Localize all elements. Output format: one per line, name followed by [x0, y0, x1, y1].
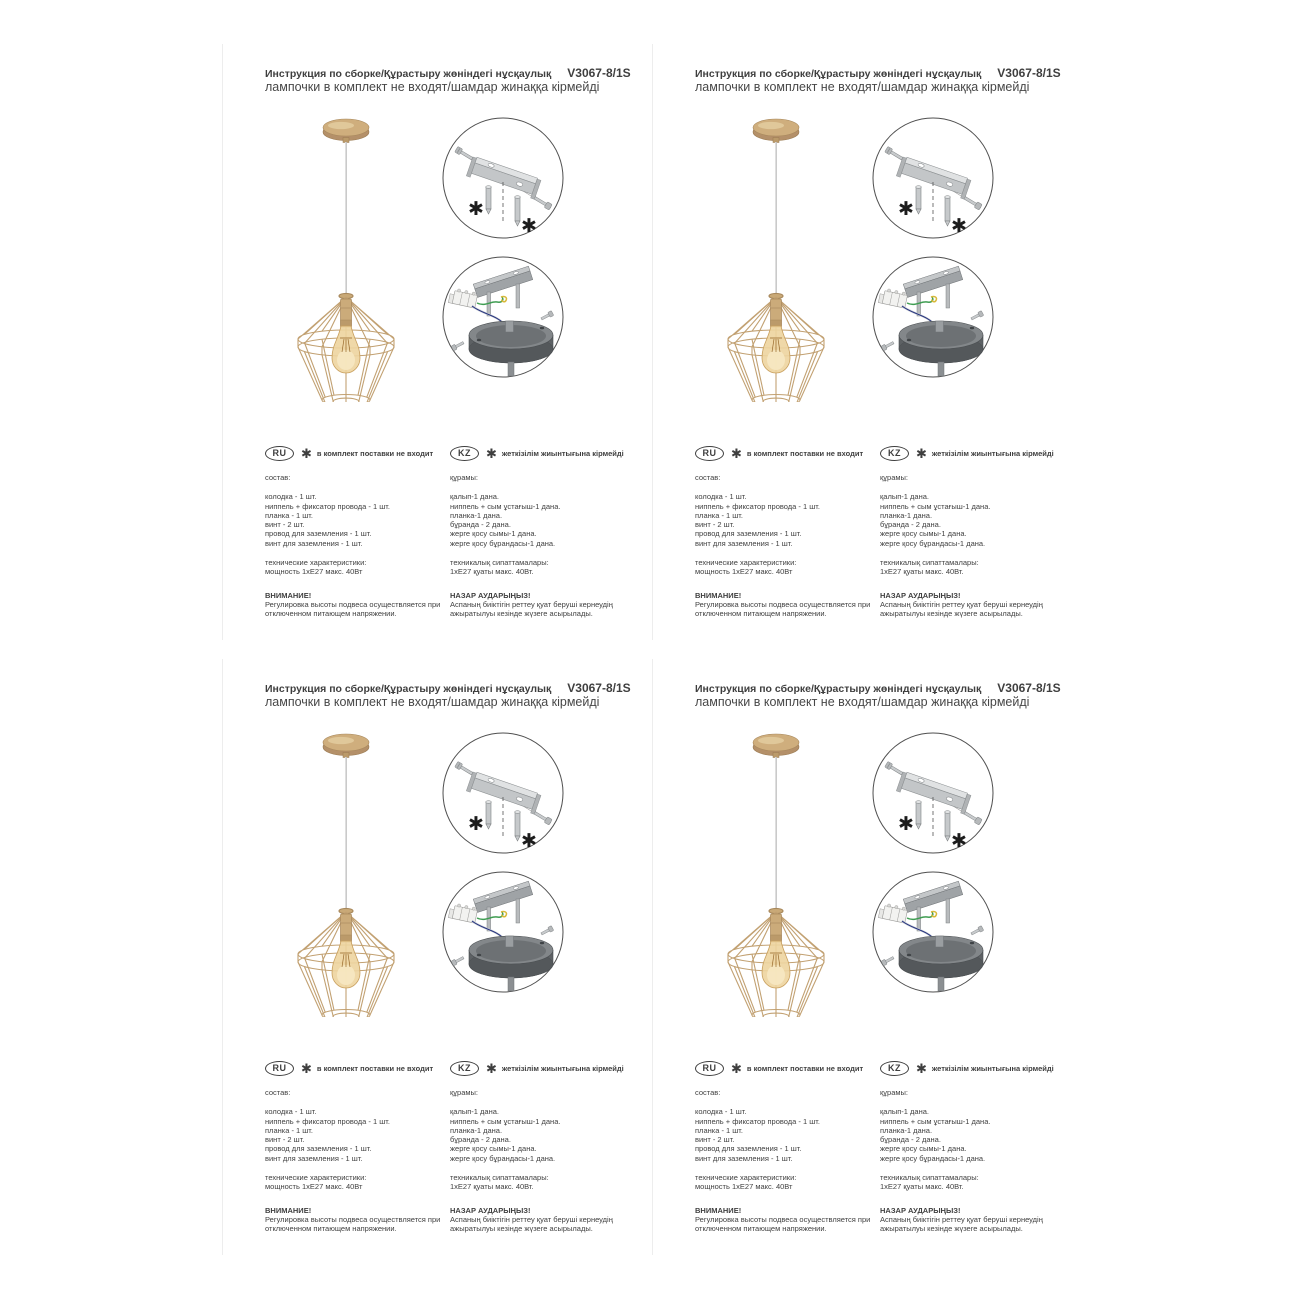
edison-bulb	[332, 941, 360, 988]
ru-list-heading: состав:	[265, 473, 291, 482]
list-item: винт для заземления - 1 шт.	[265, 1153, 363, 1163]
list-item: бұранда - 2 дана.	[880, 520, 941, 530]
kz-section	[450, 446, 646, 619]
kz-list-heading: құрамы:	[880, 1088, 909, 1097]
list-item: планка - 1 шт.	[695, 1125, 743, 1135]
mounting-bracket-detail-diagram	[871, 731, 995, 855]
list-item: бұранда - 2 дана.	[450, 1135, 511, 1145]
ru-section	[695, 446, 877, 619]
asterisk-icon: ✱	[486, 446, 497, 461]
panel-subtitle: лампочки в комплект не входят/шамдар жинаққа кірмейді	[265, 80, 600, 94]
ru-badge-row	[695, 1061, 877, 1076]
kz-section	[880, 1061, 1076, 1234]
warning-heading: ВНИМАНИЕ!	[265, 1205, 312, 1215]
kz-badge-row	[450, 446, 646, 461]
asterisk-icon: ✱	[468, 199, 484, 220]
kz-tech-specs	[450, 558, 646, 577]
ru-language-badge: RU	[265, 1061, 294, 1076]
warning-heading: ВНИМАНИЕ!	[695, 1205, 742, 1215]
tech-value: 1хЕ27 қуаты макс. 40Вт.	[450, 1182, 534, 1192]
list-item: жерге қосу бұрандасы-1 дана.	[880, 1153, 986, 1163]
kz-language-badge: KZ	[880, 446, 909, 461]
ru-list-heading: состав:	[695, 473, 721, 482]
list-item: планка-1 дана.	[450, 510, 503, 520]
asterisk-icon: ✱	[916, 1061, 927, 1076]
asterisk-icon: ✱	[951, 831, 967, 852]
kz-badge-row	[450, 1061, 646, 1076]
wall-anchor-left	[916, 801, 922, 829]
ru-parts-list	[265, 492, 447, 548]
list-item: винт для заземления - 1 шт.	[695, 1153, 793, 1163]
wall-anchor-right	[515, 196, 521, 226]
panel-subtitle: лампочки в комплект не входят/шамдар жинаққа кірмейді	[265, 695, 600, 709]
list-item: ниппель + сым ұстағыш-1 дана.	[450, 1116, 561, 1126]
list-item: планка-1 дана.	[880, 1125, 933, 1135]
ceiling-canopy	[323, 734, 369, 758]
title-text: Инструкция по сборке/Құрастыру жөніндегі нұсқаулық	[695, 683, 982, 695]
asterisk-icon: ✱	[731, 446, 742, 461]
canopy-wiring-detail-diagram	[441, 255, 565, 379]
panel-title	[695, 66, 1061, 80]
list-item: жерге қосу бұрандасы-1 дана.	[450, 538, 556, 548]
ru-badge-row	[265, 1061, 447, 1076]
list-item: ниппель + фиксатор провода - 1 шт.	[265, 1116, 390, 1126]
list-item: планка-1 дана.	[450, 1125, 503, 1135]
asterisk-icon: ✱	[898, 199, 914, 220]
kz-list-heading: құрамы:	[450, 1088, 479, 1097]
page-edge-shadow	[652, 44, 653, 640]
kz-language-badge: KZ	[880, 1061, 909, 1076]
model-number: V3067-8/1S	[567, 681, 631, 695]
kz-warning	[880, 1206, 1076, 1234]
kz-language-badge: KZ	[450, 446, 479, 461]
list-item: колодка - 1 шт.	[265, 1107, 317, 1117]
warning-text: Регулировка высоты подвеса осуществляется при отключенном питающем напряжении.	[265, 1214, 441, 1234]
model-number: V3067-8/1S	[997, 66, 1061, 80]
list-item: ниппель + сым ұстағыш-1 дана.	[880, 1116, 991, 1126]
pendant-lamp-illustration	[710, 112, 850, 402]
wall-anchor-left	[486, 186, 492, 214]
kz-warning	[880, 591, 1076, 619]
wall-anchor-right	[945, 196, 951, 226]
list-item: колодка - 1 шт.	[265, 492, 317, 502]
warning-heading: ВНИМАНИЕ!	[265, 590, 312, 600]
ru-parts-list	[695, 1107, 877, 1163]
warning-heading: НАЗАР АУДАРЫҢЫЗ!	[880, 1205, 961, 1215]
ru-language-badge: RU	[265, 446, 294, 461]
edison-bulb	[762, 326, 790, 373]
asterisk-icon: ✱	[301, 1061, 312, 1076]
list-item: провод для заземления - 1 шт.	[695, 529, 802, 539]
list-item: бұранда - 2 дана.	[880, 1135, 941, 1145]
ru-not-included-note: в комплект поставки не входит	[316, 449, 434, 459]
ru-tech-specs	[265, 1173, 447, 1192]
warning-text: Аспаның биіктігін реттеу қуат беруші кернеудің ажыратылуы кезінде жүзеге асырылады.	[450, 1214, 613, 1234]
ru-warning	[695, 1206, 877, 1234]
wall-anchor-left	[486, 801, 492, 829]
tech-value: 1хЕ27 қуаты макс. 40Вт.	[880, 567, 964, 577]
kz-warning	[450, 1206, 646, 1234]
list-item: қалып-1 дана.	[880, 492, 929, 502]
ru-badge-row	[265, 446, 447, 461]
title-text: Инструкция по сборке/Құрастыру жөніндегі нұсқаулық	[265, 68, 552, 80]
page-edge-shadow	[222, 44, 223, 640]
list-item: қалып-1 дана.	[450, 492, 499, 502]
tech-heading: техникалық сипаттамалары:	[450, 558, 549, 568]
kz-not-included-note: жеткізілім жиынтығына кірмейді	[931, 1064, 1054, 1074]
tech-value: 1хЕ27 қуаты макс. 40Вт.	[880, 1182, 964, 1192]
wall-anchor-right	[945, 811, 951, 841]
list-item: провод для заземления - 1 шт.	[265, 529, 372, 539]
lamp-socket	[771, 299, 782, 327]
asterisk-icon: ✱	[468, 814, 484, 835]
ru-language-badge: RU	[695, 1061, 724, 1076]
list-item: провод для заземления - 1 шт.	[695, 1144, 802, 1154]
wall-anchor-left	[916, 186, 922, 214]
list-item: планка - 1 шт.	[265, 510, 313, 520]
ru-section	[265, 1061, 447, 1234]
ru-badge-row	[695, 446, 877, 461]
list-item: колодка - 1 шт.	[695, 492, 747, 502]
title-text: Инструкция по сборке/Құрастыру жөніндегі нұсқаулық	[265, 683, 552, 695]
lamp-socket	[341, 914, 352, 942]
kz-not-included-note: жеткізілім жиынтығына кірмейді	[931, 449, 1054, 459]
ru-parts-list	[695, 492, 877, 548]
list-item: ниппель + сым ұстағыш-1 дана.	[450, 501, 561, 511]
asterisk-icon: ✱	[951, 216, 967, 237]
list-item: қалып-1 дана.	[450, 1107, 499, 1117]
ru-not-included-note: в комплект поставки не входит	[746, 449, 864, 459]
edison-bulb	[332, 326, 360, 373]
tech-value: мощность 1хЕ27 макс. 40Вт	[265, 1182, 363, 1192]
warning-heading: ВНИМАНИЕ!	[695, 590, 742, 600]
ceiling-canopy	[323, 119, 369, 143]
list-item: жерге қосу бұрандасы-1 дана.	[880, 538, 986, 548]
list-item: жерге қосу бұрандасы-1 дана.	[450, 1153, 556, 1163]
warning-heading: НАЗАР АУДАРЫҢЫЗ!	[450, 590, 531, 600]
ru-section	[265, 446, 447, 619]
warning-text: Регулировка высоты подвеса осуществляется при отключенном питающем напряжении.	[695, 599, 871, 619]
panel-title	[695, 681, 1061, 695]
kz-not-included-note: жеткізілім жиынтығына кірмейді	[501, 449, 624, 459]
canopy-wiring-detail-diagram	[441, 870, 565, 994]
pendant-lamp-illustration	[280, 112, 420, 402]
ceiling-canopy	[753, 734, 799, 758]
tech-value: мощность 1хЕ27 макс. 40Вт	[265, 567, 363, 577]
kz-parts-list	[450, 1107, 646, 1163]
page-edge-shadow	[222, 659, 223, 1255]
ru-warning	[265, 591, 447, 619]
ru-warning	[265, 1206, 447, 1234]
lamp-socket	[771, 914, 782, 942]
kz-parts-list	[880, 492, 1076, 548]
warning-heading: НАЗАР АУДАРЫҢЫЗ!	[450, 1205, 531, 1215]
ru-parts-list	[265, 1107, 447, 1163]
lamp-socket	[341, 299, 352, 327]
tech-value: мощность 1хЕ27 макс. 40Вт	[695, 567, 793, 577]
tech-value: 1хЕ27 қуаты макс. 40Вт.	[450, 567, 534, 577]
list-item: жерге қосу сымы-1 дана.	[880, 529, 967, 539]
panel-subtitle: лампочки в комплект не входят/шамдар жинаққа кірмейді	[695, 695, 1030, 709]
list-item: бұранда - 2 дана.	[450, 520, 511, 530]
ru-list-heading: состав:	[265, 1088, 291, 1097]
list-item: колодка - 1 шт.	[695, 1107, 747, 1117]
list-item: винт - 2 шт.	[695, 1135, 735, 1145]
tech-heading: технические характеристики:	[695, 1173, 797, 1183]
list-item: қалып-1 дана.	[880, 1107, 929, 1117]
kz-tech-specs	[880, 558, 1076, 577]
title-text: Инструкция по сборке/Құрастыру жөніндегі нұсқаулық	[695, 68, 982, 80]
panel-title	[265, 66, 631, 80]
asterisk-icon: ✱	[521, 216, 537, 237]
list-item: планка-1 дана.	[880, 510, 933, 520]
tech-heading: техникалық сипаттамалары:	[880, 1173, 979, 1183]
asterisk-icon: ✱	[916, 446, 927, 461]
list-item: планка - 1 шт.	[695, 510, 743, 520]
kz-badge-row	[880, 1061, 1076, 1076]
tech-heading: техникалық сипаттамалары:	[450, 1173, 549, 1183]
tech-heading: техникалық сипаттамалары:	[880, 558, 979, 568]
mounting-bracket-detail-diagram	[441, 116, 565, 240]
kz-parts-list	[450, 492, 646, 548]
list-item: жерге қосу сымы-1 дана.	[450, 529, 537, 539]
page-edge-shadow	[652, 659, 653, 1255]
list-item: ниппель + фиксатор провода - 1 шт.	[695, 501, 820, 511]
tech-heading: технические характеристики:	[265, 558, 367, 568]
pendant-lamp-illustration	[280, 727, 420, 1017]
model-number: V3067-8/1S	[997, 681, 1061, 695]
wall-anchor-right	[515, 811, 521, 841]
warning-heading: НАЗАР АУДАРЫҢЫЗ!	[880, 590, 961, 600]
panel-title	[265, 681, 631, 695]
kz-tech-specs	[880, 1173, 1076, 1192]
ru-section	[695, 1061, 877, 1234]
list-item: винт - 2 шт.	[695, 520, 735, 530]
asterisk-icon: ✱	[521, 831, 537, 852]
kz-not-included-note: жеткізілім жиынтығына кірмейді	[501, 1064, 624, 1074]
list-item: винт для заземления - 1 шт.	[265, 538, 363, 548]
kz-tech-specs	[450, 1173, 646, 1192]
asterisk-icon: ✱	[898, 814, 914, 835]
warning-text: Регулировка высоты подвеса осуществляется при отключенном питающем напряжении.	[265, 599, 441, 619]
instruction-panel-bottom-left	[222, 655, 660, 1270]
mounting-bracket-detail-diagram	[441, 731, 565, 855]
canopy-wiring-detail-diagram	[871, 870, 995, 994]
list-item: винт - 2 шт.	[265, 520, 305, 530]
ceiling-canopy	[753, 119, 799, 143]
model-number: V3067-8/1S	[567, 66, 631, 80]
warning-text: Аспаның биіктігін реттеу қуат беруші кернеудің ажыратылуы кезінде жүзеге асырылады.	[880, 599, 1043, 619]
tech-heading: технические характеристики:	[695, 558, 797, 568]
edison-bulb	[762, 941, 790, 988]
ru-tech-specs	[265, 558, 447, 577]
asterisk-icon: ✱	[731, 1061, 742, 1076]
list-item: планка - 1 шт.	[265, 1125, 313, 1135]
ru-not-included-note: в комплект поставки не входит	[746, 1064, 864, 1074]
warning-text: Регулировка высоты подвеса осуществляется при отключенном питающем напряжении.	[695, 1214, 871, 1234]
ru-tech-specs	[695, 1173, 877, 1192]
kz-section	[450, 1061, 646, 1234]
instruction-panel-bottom-right	[652, 655, 1090, 1270]
kz-list-heading: құрамы:	[450, 473, 479, 482]
ru-not-included-note: в комплект поставки не входит	[316, 1064, 434, 1074]
asterisk-icon: ✱	[486, 1061, 497, 1076]
kz-warning	[450, 591, 646, 619]
ru-warning	[695, 591, 877, 619]
ru-list-heading: состав:	[695, 1088, 721, 1097]
list-item: жерге қосу сымы-1 дана.	[880, 1144, 967, 1154]
list-item: ниппель + сым ұстағыш-1 дана.	[880, 501, 991, 511]
asterisk-icon: ✱	[301, 446, 312, 461]
ru-language-badge: RU	[695, 446, 724, 461]
instruction-panel-top-right	[652, 40, 1090, 655]
tech-value: мощность 1хЕ27 макс. 40Вт	[695, 1182, 793, 1192]
kz-badge-row	[880, 446, 1076, 461]
mounting-bracket-detail-diagram	[871, 116, 995, 240]
list-item: винт для заземления - 1 шт.	[695, 538, 793, 548]
kz-language-badge: KZ	[450, 1061, 479, 1076]
kz-parts-list	[880, 1107, 1076, 1163]
list-item: ниппель + фиксатор провода - 1 шт.	[695, 1116, 820, 1126]
list-item: жерге қосу сымы-1 дана.	[450, 1144, 537, 1154]
panel-subtitle: лампочки в комплект не входят/шамдар жинаққа кірмейді	[695, 80, 1030, 94]
pendant-lamp-illustration	[710, 727, 850, 1017]
tech-heading: технические характеристики:	[265, 1173, 367, 1183]
warning-text: Аспаның биіктігін реттеу қуат беруші кернеудің ажыратылуы кезінде жүзеге асырылады.	[450, 599, 613, 619]
kz-section	[880, 446, 1076, 619]
kz-list-heading: құрамы:	[880, 473, 909, 482]
list-item: винт - 2 шт.	[265, 1135, 305, 1145]
list-item: ниппель + фиксатор провода - 1 шт.	[265, 501, 390, 511]
instruction-panel-top-left	[222, 40, 660, 655]
warning-text: Аспаның биіктігін реттеу қуат беруші кернеудің ажыратылуы кезінде жүзеге асырылады.	[880, 1214, 1043, 1234]
canopy-wiring-detail-diagram	[871, 255, 995, 379]
ru-tech-specs	[695, 558, 877, 577]
list-item: провод для заземления - 1 шт.	[265, 1144, 372, 1154]
